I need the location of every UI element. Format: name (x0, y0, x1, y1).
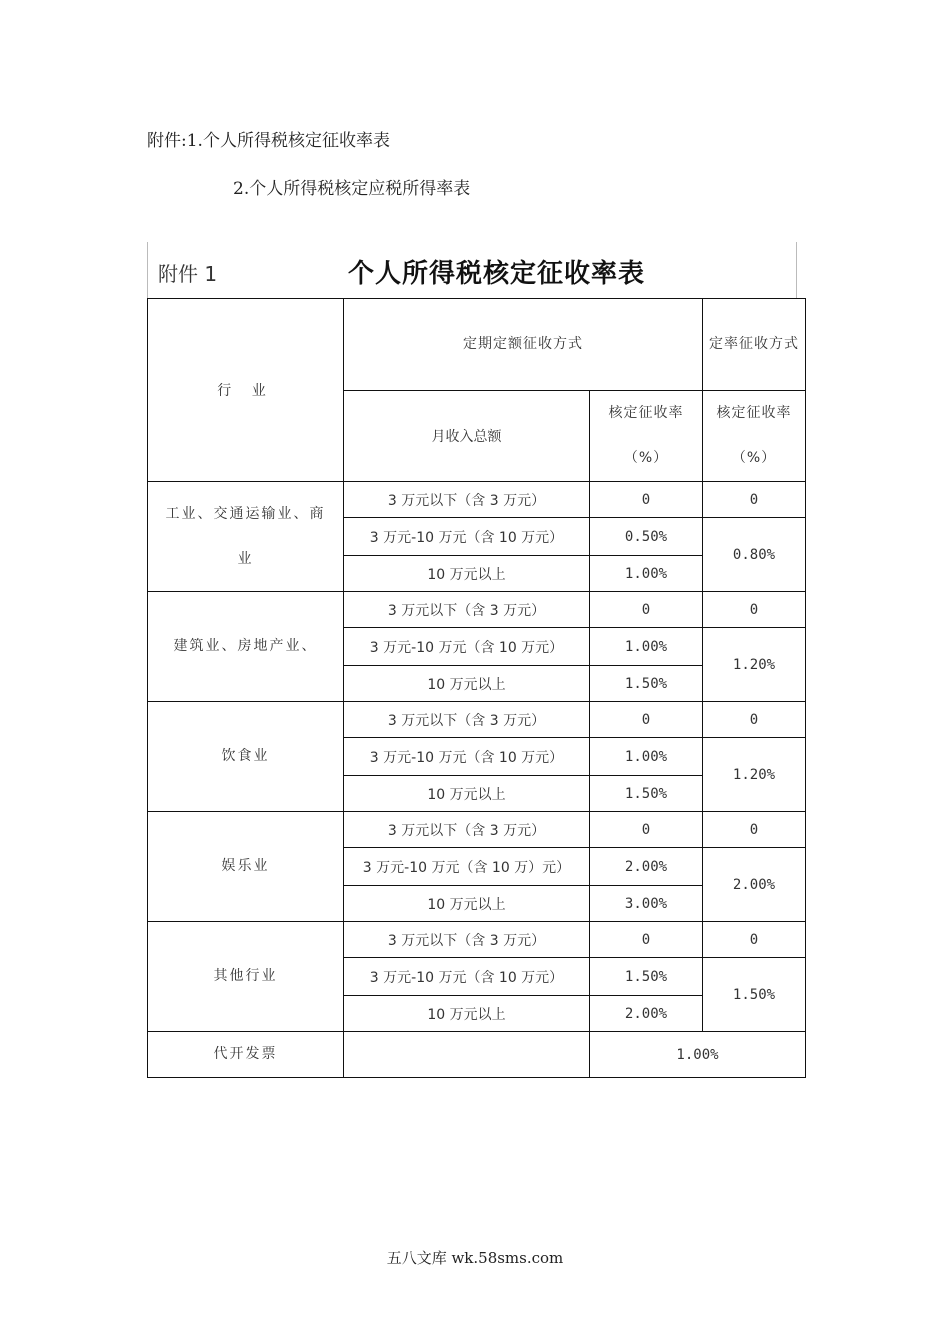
header-monthly-income: 月收入总额 (344, 391, 590, 482)
fixed-rate-cell: 0 (703, 702, 806, 738)
industry-label: 其他行业 (213, 968, 278, 984)
quota-rate-cell: 0 (590, 812, 703, 848)
income-range-cell: 3 万元-10 万元（含 10 万元） (344, 738, 590, 776)
quota-rate-cell: 0 (590, 482, 703, 518)
industry-label: 饮食业 (221, 748, 270, 764)
quota-rate-cell: 1.50% (590, 666, 703, 702)
fixed-rate-cell: 0 (703, 592, 806, 628)
quota-rate-cell: 1.00% (590, 738, 703, 776)
income-range-cell: 3 万元-10 万元（含 10 万元） (344, 628, 590, 666)
fixed-rate-cell: 0 (703, 482, 806, 518)
tax-rate-table (147, 298, 806, 1078)
industry-cell (148, 702, 344, 812)
industry-label: 娱乐业 (221, 858, 270, 874)
income-range-cell: 10 万元以上 (344, 996, 590, 1032)
industry-label: 建筑业、房地产业、 (173, 638, 318, 654)
quota-rate-cell: 2.00% (590, 996, 703, 1032)
header-industry: 行 业 (148, 299, 344, 482)
income-range-cell: 3 万元-10 万元（含 10 万）元） (344, 848, 590, 886)
industry-cell (148, 482, 344, 592)
income-range-cell: 3 万元以下（含 3 万元） (344, 812, 590, 848)
quota-rate-cell: 1.00% (590, 556, 703, 592)
industry-cell (148, 592, 344, 702)
header-fixed-rate-rate: 核定征收率（%） (703, 391, 806, 482)
fixed-rate-cell: 0 (703, 812, 806, 848)
table-row (148, 702, 806, 738)
header-row-1 (148, 299, 806, 391)
invoice-rate: 1.00% (590, 1032, 806, 1078)
header-fixed-quota: 定期定额征收方式 (344, 299, 703, 391)
income-range-cell: 10 万元以上 (344, 776, 590, 812)
income-range-cell: 10 万元以上 (344, 886, 590, 922)
income-range-cell: 3 万元以下（含 3 万元） (344, 922, 590, 958)
fixed-rate-cell: 0 (703, 922, 806, 958)
table-row (148, 482, 806, 518)
quota-rate-cell: 1.00% (590, 628, 703, 666)
quota-rate-cell: 3.00% (590, 886, 703, 922)
table-row (148, 592, 806, 628)
income-range-cell: 3 万元-10 万元（含 10 万元） (344, 958, 590, 996)
fixed-rate-cell: 1.20% (703, 738, 806, 812)
table-row (148, 922, 806, 958)
quota-rate-cell: 2.00% (590, 848, 703, 886)
quota-rate-cell: 0 (590, 702, 703, 738)
income-range-cell: 10 万元以上 (344, 556, 590, 592)
annex-label: 附件 1 (158, 262, 218, 286)
intro-line-1: 附件:1.个人所得税核定征收率表 (147, 131, 390, 151)
table-title: 个人所得税核定征收率表 (348, 259, 646, 289)
invoice-label: 代开发票 (148, 1032, 344, 1078)
quota-rate-cell: 0.50% (590, 518, 703, 556)
fixed-rate-cell: 0.80% (703, 518, 806, 592)
intro-line-2: 2.个人所得税核定应税所得率表 (233, 179, 471, 199)
income-range-cell: 3 万元以下（含 3 万元） (344, 482, 590, 518)
invoice-empty-cell (344, 1032, 590, 1078)
header-fixed-rate: 定率征收方式 (703, 299, 806, 391)
fixed-rate-cell: 1.50% (703, 958, 806, 1032)
quota-rate-cell: 0 (590, 922, 703, 958)
quota-rate-cell: 1.50% (590, 776, 703, 812)
income-range-cell: 3 万元-10 万元（含 10 万元） (344, 518, 590, 556)
quota-rate-cell: 1.50% (590, 958, 703, 996)
industry-label: 工业、交通运输业、商业 (165, 505, 326, 567)
income-range-cell: 3 万元以下（含 3 万元） (344, 592, 590, 628)
industry-cell (148, 812, 344, 922)
quota-rate-cell: 0 (590, 592, 703, 628)
fixed-rate-cell: 2.00% (703, 848, 806, 922)
footer-watermark: 五八文库 wk.58sms.com (386, 1249, 564, 1267)
invoice-row (148, 1032, 806, 1078)
table-title-bar (147, 242, 797, 299)
fixed-rate-cell: 1.20% (703, 628, 806, 702)
industry-cell (148, 922, 344, 1032)
table-row (148, 812, 806, 848)
header-quota-rate: 核定征收率（%） (590, 391, 703, 482)
income-range-cell: 3 万元以下（含 3 万元） (344, 702, 590, 738)
industry-groups (148, 482, 806, 1032)
income-range-cell: 10 万元以上 (344, 666, 590, 702)
